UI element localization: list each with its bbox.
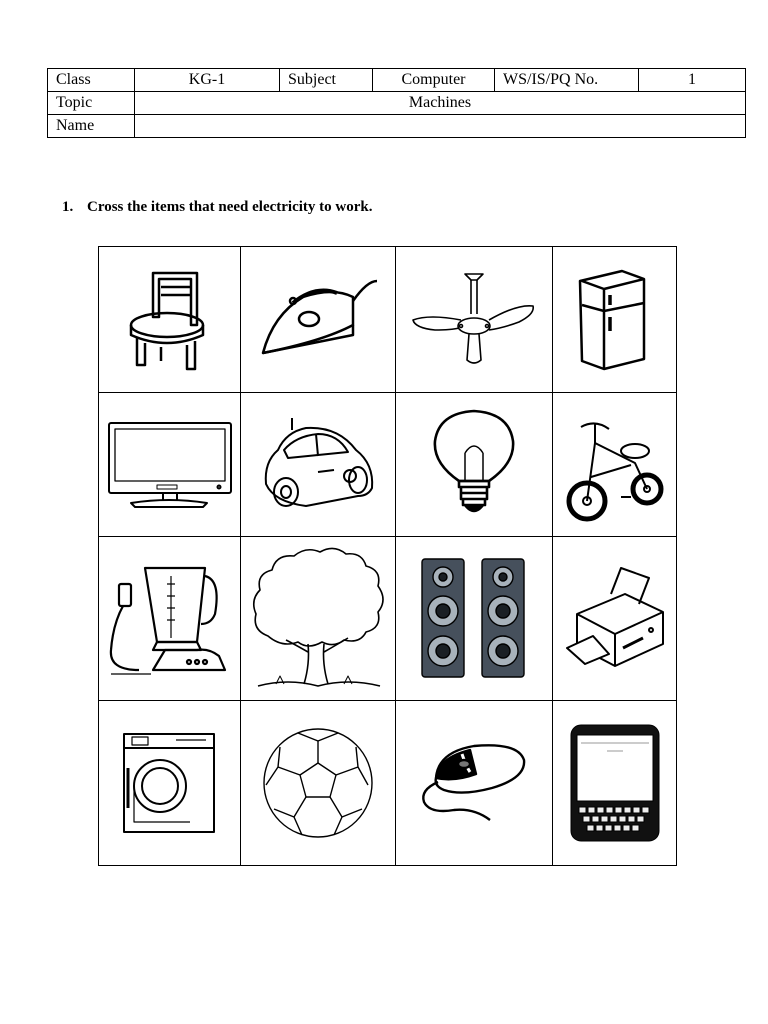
question-1: [62, 199, 372, 216]
chair-icon: [125, 265, 215, 375]
television-icon: [105, 417, 235, 513]
worksheet-header-table: [47, 68, 746, 138]
ws-label: WS/IS/PQ No.: [495, 69, 639, 92]
grid-cell-tricycle[interactable]: [553, 393, 677, 537]
grid-cell-mobile-phone[interactable]: [553, 701, 677, 866]
grid-cell-blender[interactable]: [99, 537, 241, 701]
name-label: Name: [48, 115, 135, 138]
computer-mouse-icon: [414, 738, 534, 828]
topic-value: Machines: [135, 92, 746, 115]
grid-cell-light-bulb[interactable]: [396, 393, 553, 537]
class-label: Class: [48, 69, 135, 92]
subject-value: Computer: [373, 69, 495, 92]
items-grid: [98, 246, 677, 866]
name-field[interactable]: [135, 115, 746, 138]
grid-cell-chair[interactable]: [99, 247, 241, 393]
tree-icon: [248, 544, 388, 694]
ceiling-fan-icon: [409, 270, 539, 370]
ws-value: 1: [639, 69, 746, 92]
washing-machine-icon: [120, 728, 220, 838]
light-bulb-icon: [429, 407, 519, 523]
question-number: 1.: [62, 199, 74, 215]
grid-cell-iron[interactable]: [241, 247, 396, 393]
question-text: Cross the items that need electricity to work.: [87, 199, 373, 215]
grid-cell-computer-mouse[interactable]: [396, 701, 553, 866]
grid-cell-printer[interactable]: [553, 537, 677, 701]
speakers-icon: [416, 557, 532, 681]
football-icon: [258, 723, 378, 843]
refrigerator-icon: [570, 265, 660, 375]
tricycle-icon: [565, 407, 665, 523]
class-value: KG-1: [135, 69, 280, 92]
blender-icon: [105, 554, 235, 684]
car-icon: [258, 410, 378, 520]
grid-cell-television[interactable]: [99, 393, 241, 537]
printer-icon: [563, 564, 667, 674]
grid-cell-ceiling-fan[interactable]: [396, 247, 553, 393]
subject-label: Subject: [280, 69, 373, 92]
grid-cell-speakers[interactable]: [396, 537, 553, 701]
grid-cell-washing-machine[interactable]: [99, 701, 241, 866]
grid-cell-refrigerator[interactable]: [553, 247, 677, 393]
iron-icon: [253, 275, 383, 365]
topic-label: Topic: [48, 92, 135, 115]
grid-cell-car[interactable]: [241, 393, 396, 537]
grid-cell-tree[interactable]: [241, 537, 396, 701]
grid-cell-football[interactable]: [241, 701, 396, 866]
mobile-phone-icon: [567, 721, 663, 845]
